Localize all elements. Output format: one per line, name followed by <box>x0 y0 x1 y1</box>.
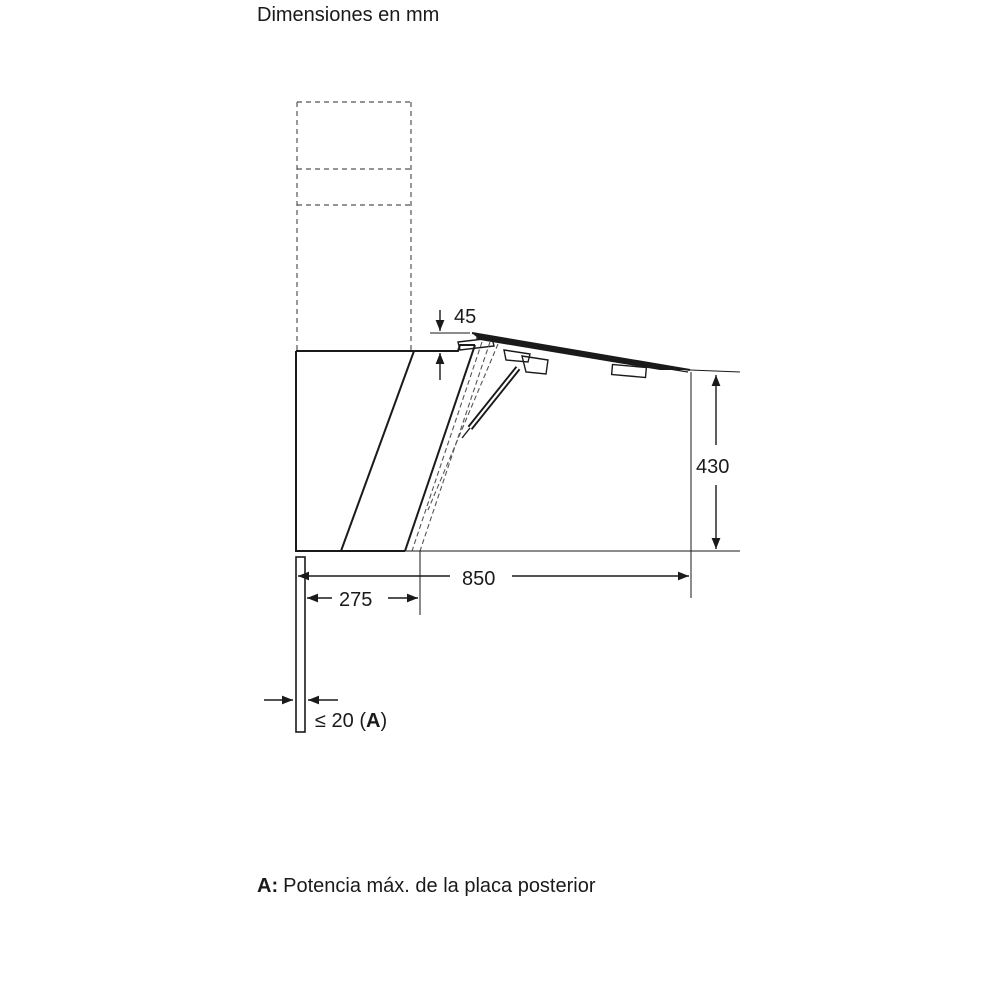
panel-swing-dashed <box>412 342 498 551</box>
diagram-title: Dimensiones en mm <box>257 4 440 26</box>
panel-key-A: A <box>366 710 381 732</box>
dim-label-430: 430 <box>696 456 730 478</box>
chimney-dashed <box>297 102 411 350</box>
dim-label-850: 850 <box>462 568 496 590</box>
dim-label-45: 45 <box>454 306 477 328</box>
footnote <box>257 875 596 898</box>
hood-body <box>296 345 475 551</box>
extension-lines <box>296 333 740 615</box>
dim-label-panel: ≤ 20 (A) <box>315 710 388 732</box>
footnote-text: Potencia máx. de la placa posterior <box>283 875 596 897</box>
back-panel <box>296 557 305 732</box>
dim-label-275: 275 <box>339 589 373 611</box>
glass-panel-open <box>472 333 690 377</box>
footnote-key: A: <box>257 875 279 897</box>
